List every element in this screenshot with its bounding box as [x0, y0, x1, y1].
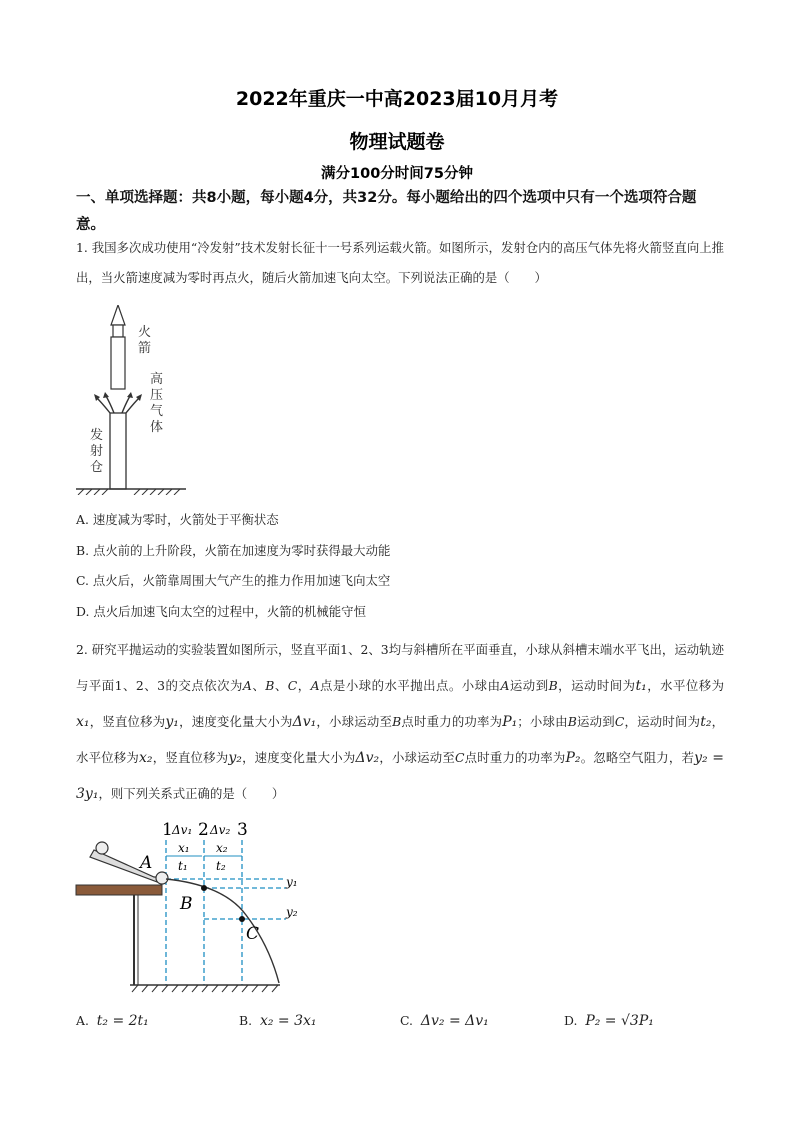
- fig-plane-2: 2: [198, 820, 209, 840]
- q1-option-c: C. 点火后，火箭靠周围大气产生的推力作用加速飞向太空: [76, 573, 391, 588]
- fig-dv2: Δv₂: [210, 823, 231, 837]
- fig-label-c: C: [246, 924, 260, 944]
- section-heading: 一、单项选择题：共8小题，每小题4分，共32分。每小题给出的四个选项中只有一个选项符合题意。: [76, 190, 697, 233]
- fig-plane-1: 1: [162, 820, 173, 840]
- fig-y1: y₁: [286, 875, 298, 889]
- fig-x1: x₁: [178, 841, 190, 855]
- fig-point-b: [201, 885, 207, 891]
- fig-x2: x₂: [216, 841, 228, 855]
- fig-plane-3: 3: [237, 820, 248, 840]
- fig-label-b: B: [180, 894, 193, 914]
- q2-option-a: A. t₂ = 2t₁: [76, 1013, 149, 1029]
- question-2-stem: 2. 研究平抛运动的实验装置如图所示，竖直平面1、2、3均与斜槽所在平面垂直，小球从斜槽末端水平飞出，运动轨迹与平面1、2、3的交点依次为A、B、C，A点是小球的水平抛出点。小球由A运动到B，运动时间为t₁，水平位移为x₁，竖直位移为y₁，速度变化量大小为Δv₁，小球运动至B点时重力的功率为P₁；小球由B运动到C，运动时间为t₂，水平位移为x₂，竖直位移为y₂，速度变化量大小为Δv₂，小球运动至C点时重力的功率为P₂。忽略空气阻力，若y₂ = 3y₁，则下列关系式正确的是（ ）: [76, 642, 725, 802]
- label-high-pressure-gas: 高压气体: [150, 372, 164, 435]
- rocket-body: [111, 337, 125, 389]
- q2-option-c: C. Δv₂ = Δv₁: [400, 1013, 489, 1029]
- rocket-nose: [111, 305, 125, 325]
- gas-arrow-heads: [94, 392, 142, 401]
- exam-subject: 物理试题卷: [349, 131, 445, 153]
- gas-arrows: [96, 396, 140, 413]
- exam-title: 2022年重庆一中高2023届10月月考: [235, 88, 559, 110]
- q1-option-d: D. 点火后加速飞向太空的过程中，火箭的机械能守恒: [76, 604, 366, 619]
- fig-dv1: Δv₁: [172, 823, 193, 837]
- ground-hatch: [78, 489, 180, 495]
- fig-t2: t₂: [216, 859, 226, 873]
- fig-ball-a: [156, 872, 168, 884]
- q1-option-a: A. 速度减为零时，火箭处于平衡状态: [76, 512, 279, 527]
- rocket-cap: [113, 325, 123, 337]
- fig-t1: t₁: [178, 859, 188, 873]
- fig-table-top: [76, 885, 162, 895]
- q2-option-d: D. P₂ = √3P₁: [564, 1013, 654, 1029]
- exam-meta: 满分100分时间75分钟: [321, 166, 473, 182]
- fig-ramp-ball: [96, 842, 108, 854]
- q2-option-b: B. x₂ = 3x₁: [239, 1013, 317, 1029]
- fig-point-c: [239, 916, 245, 922]
- silo-tube: [110, 413, 126, 489]
- question-1-stem: 1. 我国多次成功使用“冷发射”技术发射长征十一号系列运载火箭。如图所示，发射仓内的高压气体先将火箭竖直向上推出，当火箭速度减为零时再点火，随后火箭加速飞向太空。下列说法正确的是（ ）: [76, 240, 724, 285]
- fig-label-a: A: [140, 853, 153, 873]
- projectile-figure: [74, 815, 324, 1000]
- fig-ground-hatch: [132, 985, 278, 992]
- q1-option-b: B. 点火前的上升阶段，火箭在加速度为零时获得最大动能: [76, 543, 391, 558]
- fig-y2: y₂: [286, 905, 298, 919]
- label-rocket: 火箭: [138, 325, 152, 356]
- label-launch-silo: 发射仓: [90, 428, 104, 475]
